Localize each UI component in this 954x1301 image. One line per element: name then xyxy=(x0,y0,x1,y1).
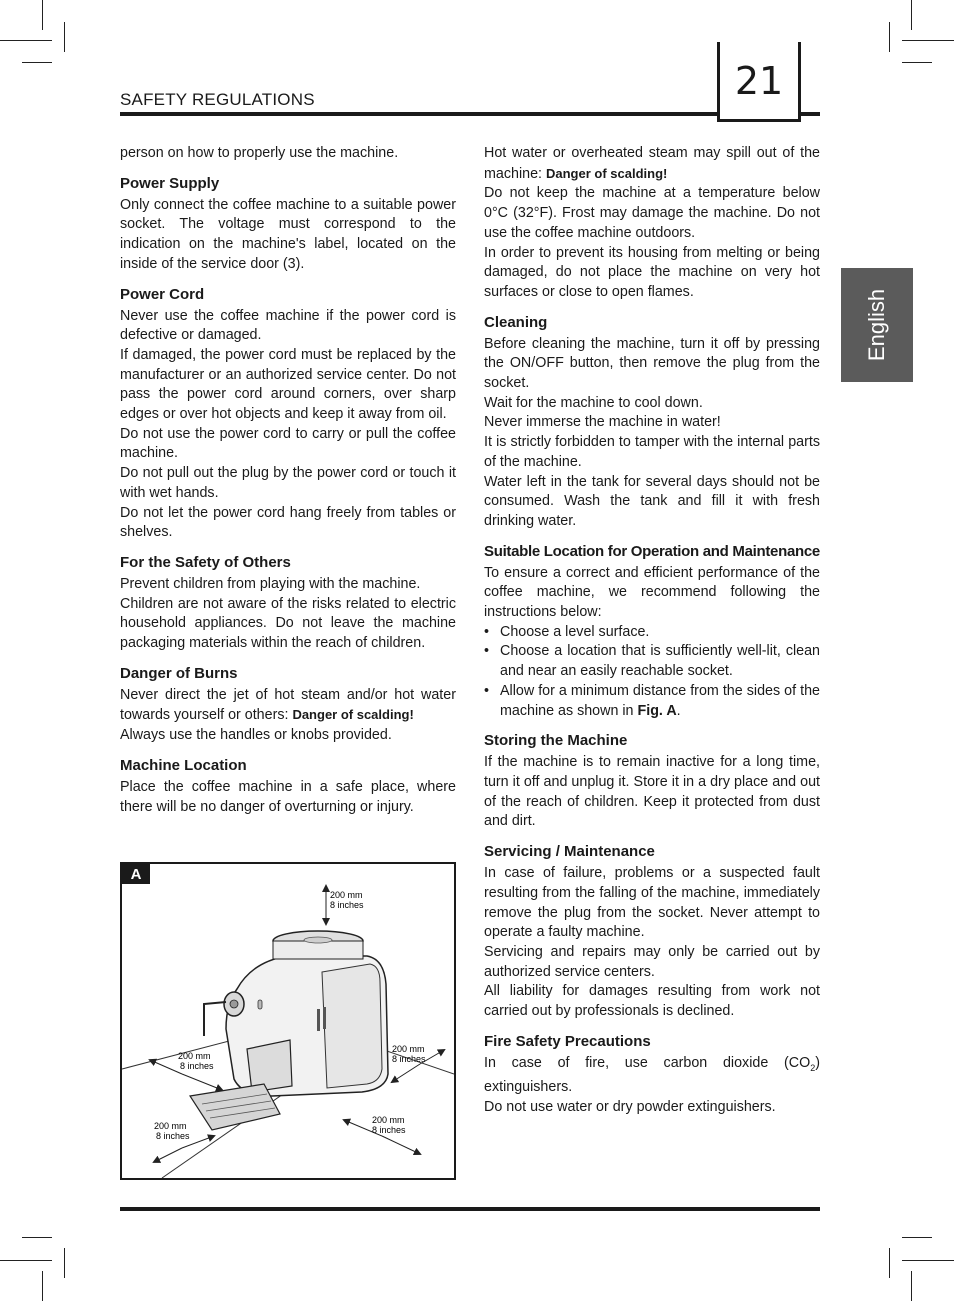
bullet3-text: Allow for a minimum distance from the sides of the machine as shown in xyxy=(500,682,820,719)
list-item: • Choose a level surface. xyxy=(484,623,820,643)
list-item xyxy=(484,682,820,721)
language-tab-label: English xyxy=(864,288,889,362)
servicing-p2: Servicing and repairs may only be carried out by authorized service centers. xyxy=(484,943,820,980)
label-front-left-in: 8 inches xyxy=(156,1131,190,1141)
heading-fire-safety: Fire Safety Precautions xyxy=(484,1032,651,1050)
bullet3-end: . xyxy=(676,702,681,719)
cleaning-p4: It is strictly forbidden to tamper with the internal parts of the machine. xyxy=(484,434,820,470)
burns-p1: Never direct the jet of hot steam and/or hot water towards yourself or others: xyxy=(120,686,456,724)
label-front-right-in: 8 inches xyxy=(372,1125,406,1135)
storing-text: If the machine is to remain inactive for a long time, turn it off and unplug it. Store it in a dry place and out of the reach of children. Keep it protected from dust and dirt. xyxy=(484,754,820,830)
crop-mark xyxy=(64,1248,65,1278)
crop-mark xyxy=(0,1260,52,1261)
heading-safety-others: For the Safety of Others xyxy=(120,553,291,571)
intro-right-p3: In order to prevent its housing from melting or being damaged, do not place the machine on very hot surfaces or close to open flames. xyxy=(484,244,820,300)
cleaning-p3: Never immerse the machine in water! xyxy=(484,414,721,431)
intro-right-p2: Do not keep the machine at a temperature below 0°C (32°F). Frost may damage the machine. Do not use the coffee machine outdoors. xyxy=(484,185,820,241)
machine-side-panel xyxy=(322,964,382,1088)
scalding-warning: Danger of scalding! xyxy=(545,165,668,181)
footer-rule xyxy=(120,1207,820,1211)
hopper-cap xyxy=(304,937,332,943)
crop-mark xyxy=(22,62,52,63)
left-column xyxy=(120,144,456,817)
label-right-mm: 200 mm xyxy=(392,1044,425,1054)
crop-mark xyxy=(64,22,65,52)
location-bullet-list xyxy=(484,623,820,722)
section-title: SAFETY REGULATIONS xyxy=(120,90,315,109)
crop-mark xyxy=(902,1237,932,1238)
power-cord-p3: Do not use the power cord to carry or pull the coffee machine. xyxy=(120,425,456,462)
safety-others-p1: Prevent children from playing with the machine. xyxy=(120,575,421,592)
fire-p1-b: ) extinguishers. xyxy=(484,1054,820,1096)
fire-p1 xyxy=(484,1054,820,1098)
label-left-mm: 200 mm xyxy=(178,1051,211,1061)
steam-wand xyxy=(204,1002,226,1036)
control-knob-center xyxy=(230,1000,238,1008)
crop-mark xyxy=(22,1237,52,1238)
cleaning-p1: Before cleaning the machine, turn it off by pressing the ON/OFF button, then remove the plug from the socket. xyxy=(484,335,820,392)
scalding-warning: Danger of scalding! xyxy=(292,707,414,723)
label-left-in: 8 inches xyxy=(180,1061,214,1071)
heading-storing: Storing the Machine xyxy=(484,732,628,750)
crop-mark xyxy=(902,1260,954,1261)
clearance-arrow-left xyxy=(150,1060,182,1074)
drip-tray xyxy=(190,1084,280,1130)
fire-p2: Do not use water or dry powder extinguishers. xyxy=(484,1098,776,1115)
crop-mark xyxy=(902,40,954,41)
label-right-in: 8 inches xyxy=(392,1054,426,1064)
figure-badge: A xyxy=(122,864,150,884)
power-supply-text: Only connect the coffee machine to a suitable power socket. The voltage must correspond to the indication on the machine's label, located on the inside of the service door (3). xyxy=(120,196,456,272)
safety-others-p2: Children are not aware of the risks related to electric household appliances. Do not leave the machine packaging materials within the reach of children. xyxy=(120,595,456,652)
label-front-left-mm: 200 mm xyxy=(154,1121,187,1131)
vent-slot xyxy=(317,1009,320,1031)
clearance-arrow-front-left xyxy=(154,1148,182,1162)
crop-mark xyxy=(0,40,52,41)
clearance-arrow-left xyxy=(182,1074,222,1090)
heading-power-cord: Power Cord xyxy=(120,285,205,303)
cleaning-p2: Wait for the machine to cool down. xyxy=(484,394,703,411)
label-top-mm: 200 mm xyxy=(330,890,363,900)
crop-mark xyxy=(889,1248,890,1278)
heading-cleaning: Cleaning xyxy=(484,313,548,331)
status-light xyxy=(258,1000,262,1009)
crop-mark xyxy=(889,22,890,52)
vent-slot xyxy=(323,1007,326,1029)
clearance-arrow-right xyxy=(392,1064,420,1082)
figure-a xyxy=(120,862,456,1180)
intro-right-p1: Hot water or overheated steam may spill out of the machine: xyxy=(484,145,820,182)
suitable-location-text: To ensure a correct and efficient performance of the coffee machine, we recommend following the instructions below: xyxy=(484,564,820,621)
fire-p1-a: In case of fire, use carbon dioxide (CO xyxy=(484,1054,811,1071)
heading-suitable-location: Suitable Location for Operation and Maintenance xyxy=(484,542,820,560)
power-cord-p2: If damaged, the power cord must be replaced by the manufacturer or an authorized service center. Do not pass the power cord around corners, over sharp edges or over hot objects and keep it away from oil. xyxy=(120,346,456,423)
burns-text xyxy=(120,686,456,726)
hopper-body xyxy=(273,941,363,959)
label-front-right-mm: 200 mm xyxy=(372,1115,405,1125)
cleaning-p5: Water left in the tank for several days should not be consumed. Wash the tank and fill it with fresh drinking water. xyxy=(484,473,820,529)
power-cord-p5: Do not let the power cord hang freely from tables or shelves. xyxy=(120,504,456,541)
heading-machine-location: Machine Location xyxy=(120,756,247,774)
crop-mark xyxy=(911,0,912,30)
coffee-machine-illustration xyxy=(122,864,454,1178)
location-text: Place the coffee machine in a safe place, where there will be no danger of overturning or injury. xyxy=(120,778,456,815)
label-top-in: 8 inches xyxy=(330,900,364,910)
servicing-p3: All liability for damages resulting from work not carried out by professionals is declined. xyxy=(484,983,820,1020)
dispenser xyxy=(247,1040,292,1092)
page-number: 21 xyxy=(717,42,801,122)
power-cord-p1: Never use the coffee machine if the power cord is defective or damaged. xyxy=(120,307,456,344)
language-tab xyxy=(841,268,913,382)
heading-servicing: Servicing / Maintenance xyxy=(484,843,655,861)
right-column xyxy=(484,144,820,1118)
crop-mark xyxy=(42,1271,43,1301)
header-rule xyxy=(120,112,820,116)
crop-mark xyxy=(902,62,932,63)
intro-text: person on how to properly use the machine. xyxy=(120,145,399,161)
intro-right-text xyxy=(484,144,820,184)
burns-p2: Always use the handles or knobs provided. xyxy=(120,727,392,744)
crop-mark xyxy=(42,0,43,30)
servicing-p1: In case of failure, problems or a suspected fault resulting from the falling of the machine, immediately remove the plug from the socket. Never attempt to operate a faulty machine. xyxy=(484,865,820,941)
heading-power-supply: Power Supply xyxy=(120,174,220,192)
power-cord-p4: Do not pull out the plug by the power cord or touch it with wet hands. xyxy=(120,465,456,501)
clearance-arrow-front-right xyxy=(382,1136,420,1154)
crop-mark xyxy=(911,1271,912,1301)
figure-reference: Fig. A xyxy=(637,702,677,719)
fire-p1-sub: 2 xyxy=(810,1062,816,1073)
list-item: • Choose a location that is sufficiently well-lit, clean and near an easily reachable socket. xyxy=(484,642,820,681)
heading-danger-burns: Danger of Burns xyxy=(120,664,238,682)
